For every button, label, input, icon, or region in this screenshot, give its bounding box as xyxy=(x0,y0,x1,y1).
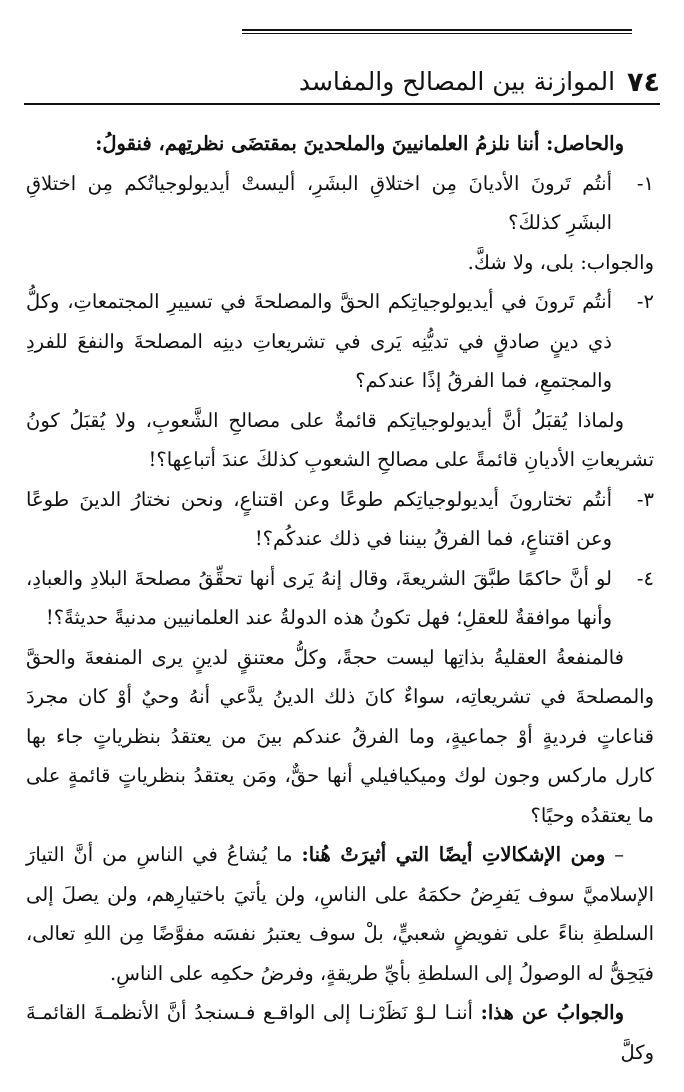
numbered-point-3 xyxy=(26,480,654,559)
page-header xyxy=(26,56,660,100)
paragraph: ولماذا يُقبَلُ أنَّ أيديولوجياتِكم قائمةٌ على مصالحِ الشَّعوبِ، ولا يُقبَلُ كونُ تشريعاتِ الأديانِ قائمةً على مصالحِ الشعوبِ كذلكَ عندَ أتباعِها؟! xyxy=(26,408,654,471)
numbered-point-4 xyxy=(26,559,654,638)
point-text: لو أنَّ حاكمًا طبَّقَ الشريعةَ، وقال إنهُ يَرى أنها تحقِّقُ مصلحةَ البلادِ والعبادِ، وأنها موافقةٌ للعقلِ؛ فهل تكونُ هذه الدولةُ عند العلمانيين مدنيةً حديثةً؟! xyxy=(26,566,612,629)
point-text: أنتُم تَرونَ في أيديولوجياتِكم الحقَّ والمصلحةَ في تسييرِ المجتمعاتِ، وكلُّ ذي دينٍ صادقٍ في تديُّنِه يَرى في تشريعاتِ دينِه المصلحةَ والنفعَ للفردِ والمجتمعِ، فما الفرقُ إذًا عندكم؟ xyxy=(26,290,612,392)
point-number: ٢- xyxy=(636,290,654,313)
answer-heading: والجوابُ عن هذا: xyxy=(480,1001,625,1024)
point-number: ١- xyxy=(636,171,654,195)
page-number: ٧٤ xyxy=(627,67,660,98)
point-text: أنتُم تَرونَ الأديانَ مِن اختلاقِ البشَرِ، أليستْ أيديولوجياتُكم مِن اختلاقِ البشَرِ كذلكَ؟ xyxy=(26,171,612,234)
answer-text: أننـا لـوْ نَظَرْنـا إلى الواقـع فـسنجدُ أنَّ الأنظمـةَ القائمـةَ وكلَّ xyxy=(26,1001,654,1064)
point-number: ٤- xyxy=(636,566,654,590)
numbered-point-2 xyxy=(26,282,654,401)
issues-text: ما يُشاعُ في الناسِ من أنَّ التيارَ الإسلاميَّ سوف يَفرِضُ حكمَهُ على الناسِ، ولن يأتيَ باختيارِهم، ولن يصلَ إلى السلطةِ بناءً على تفويضٍ شعبيٍّ، بلْ سوف يعتبرُ نفسَه مفوَّضًا مِن اللهِ تعالى، فيَحِقُّ له الوصولُ إلى السلطةِ بأيِّ طريقةٍ، وفرضُ حكمِه على الناسِ. xyxy=(26,843,654,985)
running-head-title: الموازنة بين المصالح والمفاسد xyxy=(298,67,616,96)
answer-line: والجواب: بلى، ولا شكَّ. xyxy=(467,250,654,274)
page-body xyxy=(26,124,654,1072)
answer-paragraph xyxy=(26,993,654,1072)
point-text: أنتُم تختارونَ أيديولوجياتِكم طوعًا وعن اقتناعٍ، ونحن نختارُ الدينَ طوعًا وعن اقتناعٍ، فما الفرقُ بيننا في ذلك عندكُم؟! xyxy=(26,487,612,550)
issues-heading: ومن الإشكالاتِ أيضًا التي أثيرَتْ هُنا: xyxy=(301,843,606,866)
header-rule-thin xyxy=(242,33,632,34)
paragraph: فالمنفعةُ العقليةُ بذاتِها ليست حجةً، وكلُّ معتنقٍ لدينٍ يرى المنفعةَ والحقَّ والمصلحةَ في تشريعاتِه، سواءٌ كانَ ذلك الدينُ يدَّعي أنهُ وحيٌ أوْ كان مجردَ قناعاتٍ فرديةٍ أوْ جماعيةٍ، وما الفرقُ عندكم بينَ من يعتقدُ بنظرياتٍ جاء بها كارل ماركس وجون لوك وميكيافيلي أنها حقٌّ، ومَن يعتقدُ بنظرياتٍ قائمةٍ على ما يعتقدُه وحيًا؟ xyxy=(26,645,654,827)
summary-paragraph: والحاصل: أننا نلزمُ العلمانيينَ والملحدينَ بمقتضَى نظرتِهم، فنقولُ: xyxy=(95,132,624,155)
header-divider xyxy=(24,103,660,105)
header-rule-thick xyxy=(242,29,632,31)
numbered-point-1 xyxy=(26,164,654,243)
point-number: ٣- xyxy=(636,487,654,511)
issues-paragraph: – ومن الإشكالاتِ أيضًا التي أثيرَتْ هُنا: ما يُشاعُ في الناسِ من أنَّ التيارَ الإسلاميَّ سوف يَفرِضُ حكمَهُ على الناسِ، ولن يأتيَ باختيارِهم، ولن يصلَ إلى السلطةِ بناءً على تفويضٍ شعبيٍّ، بلْ سوف يعتبرُ نفسَه مفوَّضًا مِن اللهِ تعالى، فيَحِقُّ له الوصولُ إلى السلطةِ بأيِّ طريقةٍ، وفرضُ حكمِه على الناسِ. xyxy=(26,843,654,985)
